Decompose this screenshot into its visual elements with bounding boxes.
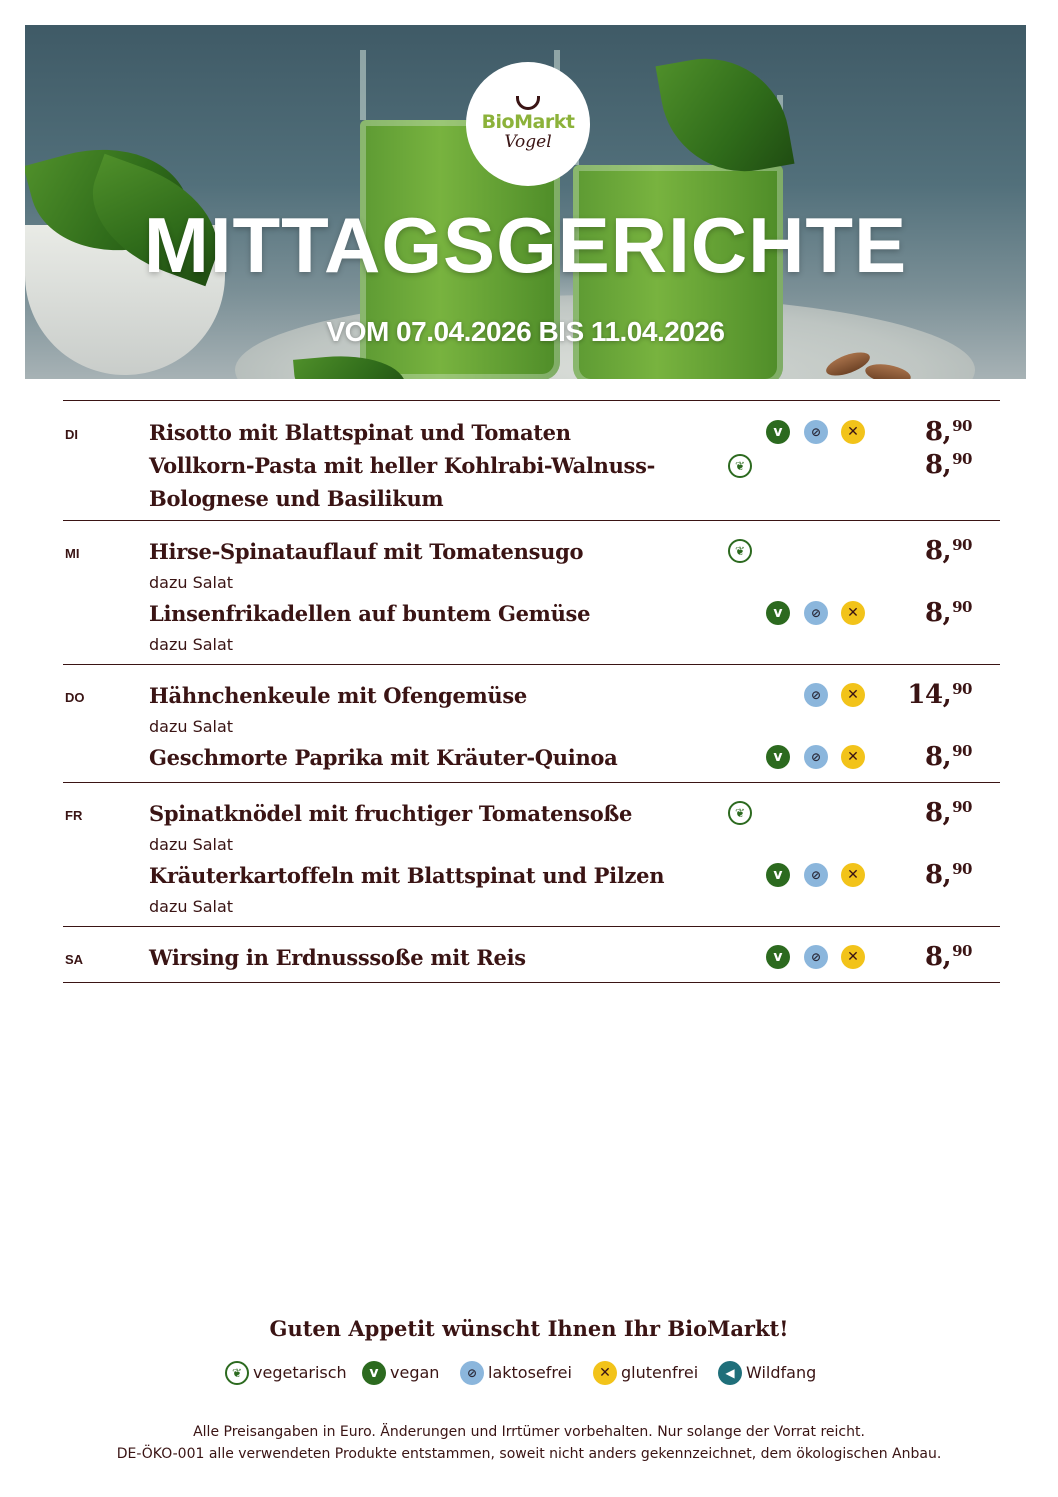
dish-name: Geschmorte Paprika mit Kräuter-Quinoa <box>149 745 618 770</box>
footnote-prices: Alle Preisangaben in Euro. Änderungen und Irrtümer vorbehalten. Nur solange der Vorrat reicht. <box>193 1424 865 1440</box>
laktosefrei-icon: ⊘ <box>804 945 828 969</box>
day-group-mi <box>63 520 1000 664</box>
biomarkt-logo <box>466 62 590 186</box>
dish-side: dazu Salat <box>149 635 234 654</box>
vegan-icon: v <box>766 420 790 444</box>
vegan-icon: v <box>766 745 790 769</box>
wildfang-icon: ◀ <box>718 1361 742 1385</box>
glutenfrei-icon: ✕ <box>841 601 865 625</box>
footer-greeting: Guten Appetit wünscht Ihnen Ihr BioMarkt! <box>269 1316 789 1341</box>
vegetarisch-icon: ❦ <box>728 454 752 478</box>
laktosefrei-icon: ⊘ <box>804 745 828 769</box>
price-cents: 90 <box>952 680 972 698</box>
price-cents: 90 <box>952 742 972 760</box>
price-main: 14, <box>907 680 952 710</box>
price-main: 8, <box>924 536 952 566</box>
price-cents: 90 <box>952 536 972 554</box>
dish-name: Wirsing in Erdnusssoße mit Reis <box>149 945 526 970</box>
dish-name: Kräuterkartoffeln mit Blattspinat und Pilzen <box>149 863 665 888</box>
vegan-icon: v <box>766 863 790 887</box>
dish-side: dazu Salat <box>149 897 234 916</box>
legend-label: vegetarisch <box>253 1363 347 1382</box>
price <box>925 535 972 570</box>
glutenfrei-icon: ✕ <box>841 745 865 769</box>
glutenfrei-icon: ✕ <box>593 1361 617 1385</box>
price-main: 8, <box>924 942 952 972</box>
laktosefrei-icon: ⊘ <box>804 601 828 625</box>
price <box>925 449 972 484</box>
logo-text: BioMarkt <box>481 111 575 133</box>
menu-table <box>63 400 1000 983</box>
price-main: 8, <box>924 742 952 772</box>
dish-name-continued: Bolognese und Basilikum <box>149 486 444 511</box>
price-cents: 90 <box>952 942 972 960</box>
price <box>925 416 972 451</box>
laktosefrei-icon: ⊘ <box>804 863 828 887</box>
laktosefrei-icon: ⊘ <box>804 683 828 707</box>
price-cents: 90 <box>952 450 972 468</box>
price-main: 8, <box>924 598 952 628</box>
day-label: DO <box>65 690 85 705</box>
day-label: SA <box>65 952 84 967</box>
vegan-icon: v <box>362 1361 386 1385</box>
price-cents: 90 <box>952 798 972 816</box>
legend-label: glutenfrei <box>621 1363 699 1382</box>
date-range: VOM 07.04.2026 BIS 11.04.2026 <box>326 316 725 347</box>
price <box>925 741 972 776</box>
day-label: DI <box>65 427 78 442</box>
vegetarisch-icon: ❦ <box>728 801 752 825</box>
price-main: 8, <box>924 798 952 828</box>
price-main: 8, <box>924 417 952 447</box>
vegan-icon: v <box>766 601 790 625</box>
price <box>925 941 972 976</box>
vegetarisch-icon: ❦ <box>225 1361 249 1385</box>
price <box>907 679 972 714</box>
dish-side: dazu Salat <box>149 835 234 854</box>
dish-name: Hirse-Spinatauflauf mit Tomatensugo <box>149 539 584 564</box>
glutenfrei-icon: ✕ <box>841 863 865 887</box>
legend-label: laktosefrei <box>488 1363 572 1382</box>
dish-side: dazu Salat <box>149 573 234 592</box>
dish-name: Risotto mit Blattspinat und Tomaten <box>149 420 571 445</box>
price-main: 8, <box>924 450 952 480</box>
dish-side: dazu Salat <box>149 717 234 736</box>
glutenfrei-icon: ✕ <box>841 945 865 969</box>
logo-subtext: Vogel <box>504 132 552 152</box>
day-group-fr <box>63 782 1000 926</box>
price-main: 8, <box>924 860 952 890</box>
laktosefrei-icon: ⊘ <box>804 420 828 444</box>
footnote-organic: DE-ÖKO-001 alle verwendeten Produkte entstammen, soweit nicht anders gekennzeichnet, dem ökologischen Anbau. <box>116 1446 942 1462</box>
glutenfrei-icon: ✕ <box>841 683 865 707</box>
day-group-di <box>63 400 1000 520</box>
price <box>925 597 972 632</box>
dish-name: Hähnchenkeule mit Ofengemüse <box>149 683 527 708</box>
price-cents: 90 <box>952 860 972 878</box>
legend-label: Wildfang <box>746 1363 817 1382</box>
price <box>925 859 972 894</box>
day-label: MI <box>65 546 80 561</box>
laktosefrei-icon: ⊘ <box>460 1361 484 1385</box>
legend-label: vegan <box>390 1363 440 1382</box>
glutenfrei-icon: ✕ <box>841 420 865 444</box>
price <box>925 797 972 832</box>
dish-name: Vollkorn-Pasta mit heller Kohlrabi-Walnuss- <box>149 453 656 478</box>
day-group-sa <box>63 926 1000 983</box>
price-cents: 90 <box>952 417 972 435</box>
hero-banner <box>25 25 1026 379</box>
day-label: FR <box>65 808 83 823</box>
icon-legend <box>0 1360 1058 1386</box>
dish-name: Spinatknödel mit fruchtiger Tomatensoße <box>149 801 633 826</box>
vegetarisch-icon: ❦ <box>728 539 752 563</box>
vegan-icon: v <box>766 945 790 969</box>
day-group-do <box>63 664 1000 782</box>
dish-name: Linsenfrikadellen auf buntem Gemüse <box>149 601 591 626</box>
bird-icon <box>516 96 540 110</box>
price-cents: 90 <box>952 598 972 616</box>
page-title: MITTAGSGERICHTE <box>143 201 908 289</box>
